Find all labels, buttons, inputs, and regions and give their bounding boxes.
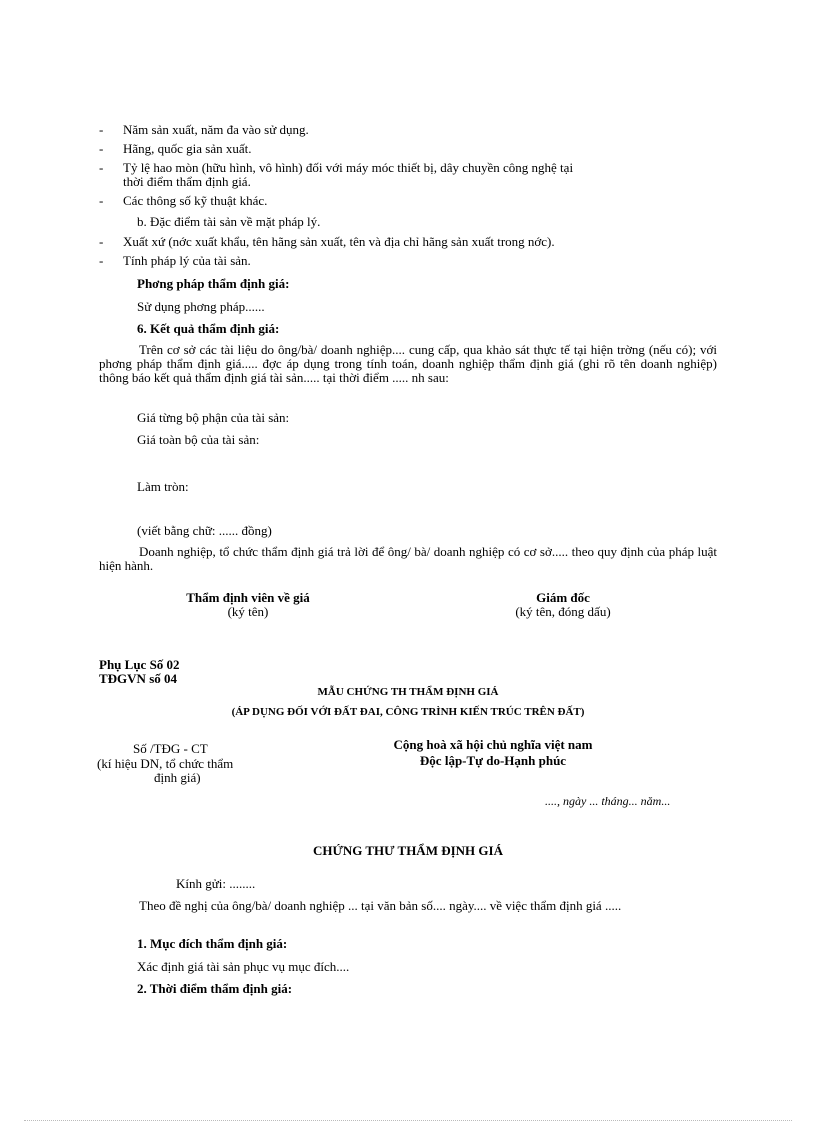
purpose-text: Xác định giá tài sản phục vụ mục đích.... bbox=[137, 959, 350, 974]
request-paragraph: Theo đề nghị của ông/bà/ doanh nghiệp ... tại văn bản số.... ngày.... về việc thẩm định giá ..... bbox=[139, 898, 622, 913]
method-text: Sử dụng phơng pháp...... bbox=[137, 299, 265, 314]
bullet-dash: - bbox=[99, 234, 104, 249]
rounded-label: Làm tròn: bbox=[137, 479, 189, 494]
appendix-code: TĐGVN số 04 bbox=[99, 671, 178, 686]
date-line: ...., ngày ... tháng... năm... bbox=[545, 794, 671, 808]
bullet-dash: - bbox=[99, 141, 104, 156]
price-total-label: Giá toàn bộ của tài sản: bbox=[137, 432, 260, 447]
bullet-dash: - bbox=[99, 160, 104, 175]
document-number-note: (kí hiệu DN, tổ chức thẩm bbox=[97, 756, 234, 771]
reply-paragraph: Doanh nghiệp, tổ chức thẩm định giá trả lời để ông/ bà/ doanh nghiệp có cơ sở..... theo quy định của pháp luật hiện hành. bbox=[99, 544, 717, 573]
signer-right-title: Giám đốc bbox=[536, 590, 590, 605]
appendix-label: Phụ Lục Số 02 bbox=[99, 657, 180, 672]
motto: Độc lập-Tự do-Hạnh phúc bbox=[419, 753, 567, 768]
bullet-dash: - bbox=[99, 193, 104, 208]
bullet-item: Hãng, quốc gia sản xuất. bbox=[123, 141, 252, 156]
price-parts-label: Giá từng bộ phận của tài sản: bbox=[137, 410, 290, 425]
time-heading: 2. Thời điểm thẩm định giá: bbox=[137, 981, 293, 996]
bullet-item-continuation: thời điểm thẩm định giá. bbox=[123, 174, 251, 189]
document-number: Số /TĐG - CT bbox=[133, 741, 208, 756]
bullet-item: Năm sản xuất, năm đa vào sử dụng. bbox=[123, 122, 309, 137]
bullet-dash: - bbox=[99, 122, 104, 137]
form-title: MẪU CHỨNG TH THẨM ĐỊNH GIÁ bbox=[317, 686, 499, 698]
recipient-line: Kính gửi: ........ bbox=[176, 876, 256, 891]
bullet-item: Tỷ lệ hao mòn (hữu hình, vô hình) đối với máy móc thiết bị, dây chuyền công nghệ tại bbox=[123, 160, 574, 175]
document-number-note-cont: định giá) bbox=[154, 770, 201, 785]
result-heading: 6. Kết quả thẩm định giá: bbox=[137, 321, 280, 336]
signer-left-note: (ký tên) bbox=[227, 604, 269, 619]
certificate-title: CHỨNG THƯ THẨM ĐỊNH GIÁ bbox=[313, 843, 503, 858]
bullet-item: Tính pháp lý của tài sản. bbox=[123, 253, 251, 268]
in-words-label: (viết bằng chữ: ...... đồng) bbox=[137, 523, 272, 538]
republic-heading: Cộng hoà xã hội chủ nghĩa việt nam bbox=[393, 737, 593, 752]
method-heading: Phơng pháp thẩm định giá: bbox=[137, 276, 290, 291]
form-subtitle: (ÁP DỤNG ĐỐI VỚI ĐẤT ĐAI, CÔNG TRÌNH KIẾN TRÚC TRÊN ĐẤT) bbox=[231, 706, 585, 718]
page-bottom-divider bbox=[24, 1120, 792, 1121]
bullet-dash: - bbox=[99, 253, 104, 268]
result-paragraph: Trên cơ sở các tài liệu do ông/bà/ doanh nghiệp.... cung cấp, qua khảo sát thực tế tại hiện trờng (nếu có); với phơng pháp thẩm định giá..... đợc áp dụng trong tính toán, doanh nghiệp thẩm định giá (ghi rõ tên doanh nghiệp) thông báo kết quả thẩm định giá tài sản..... tại thời điểm ..... nh sau: bbox=[99, 342, 717, 385]
purpose-heading: 1. Mục đích thẩm định giá: bbox=[137, 936, 288, 951]
signer-left-title: Thẩm định viên về giá bbox=[186, 590, 310, 605]
bullet-item: Xuất xứ (nớc xuất khẩu, tên hãng sản xuất, tên và địa chỉ hãng sản xuất trong nớc). bbox=[123, 234, 555, 249]
subsection-heading: b. Đặc điểm tài sản về mặt pháp lý. bbox=[137, 214, 321, 229]
bullet-item: Các thông số kỹ thuật khác. bbox=[123, 193, 268, 208]
signer-right-note: (ký tên, đóng dấu) bbox=[515, 604, 611, 619]
